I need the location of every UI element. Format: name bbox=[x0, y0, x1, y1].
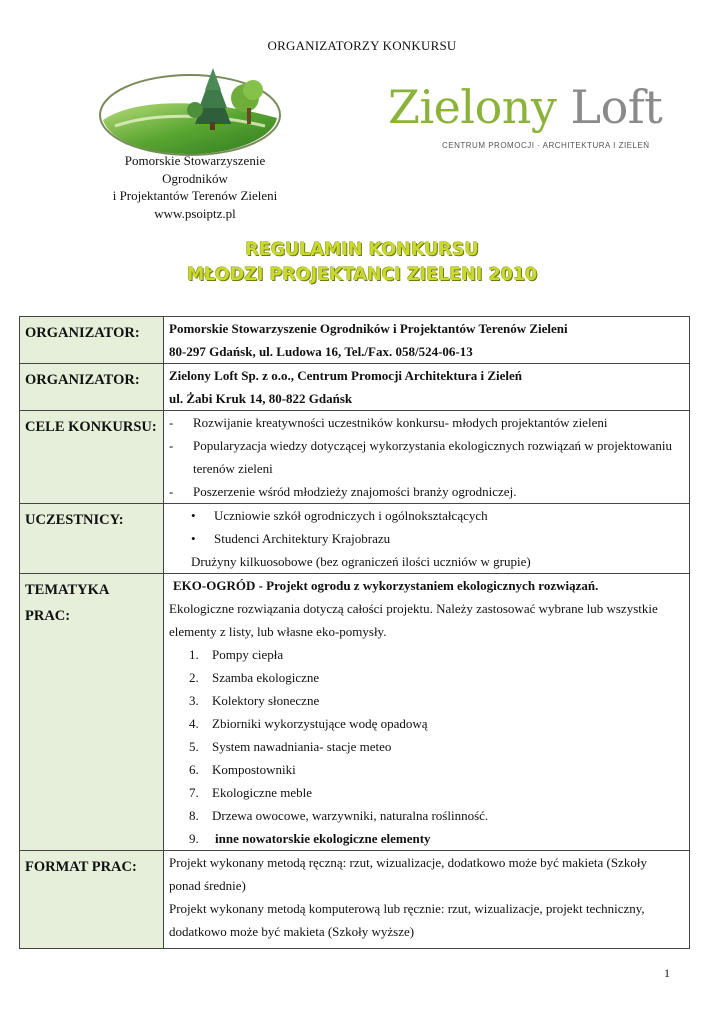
list-text: Szamba ekologiczne bbox=[212, 670, 320, 685]
numbered-list-item bbox=[169, 804, 683, 827]
org1-name: Pomorskie Stowarzyszenie Ogrodników i Projektantów Terenów Zieleni bbox=[169, 321, 568, 336]
zielony-loft-wordmark bbox=[388, 80, 662, 134]
list-text: System nawadniania- stacje meteo bbox=[212, 739, 392, 754]
list-text: Kolektory słoneczne bbox=[212, 693, 320, 708]
list-text: Ekologiczne meble bbox=[212, 785, 312, 800]
garden-oval-logo-icon bbox=[95, 68, 285, 158]
list-number: 6. bbox=[189, 762, 199, 777]
org-left-line1: Pomorskie Stowarzyszenie bbox=[124, 153, 266, 168]
list-item: - Poszerzenie wśród młodzieży znajomości branży ogrodniczej. bbox=[169, 484, 517, 499]
bullet-icon: • bbox=[191, 508, 196, 523]
list-number: 8. bbox=[189, 808, 199, 823]
row-label: ORGANIZATOR: bbox=[20, 364, 164, 411]
list-item: - Rozwijanie kreatywności uczestników konkursu- młodych projektantów zieleni bbox=[169, 415, 608, 430]
format-line: Projekt wykonany metodą ręczną: rzut, wizualizacje, dodatkowo może być makieta (Szkoły bbox=[169, 855, 647, 870]
participants-note: Drużyny kilkuosobowe (bez ograniczeń ilości uczniów w grupie) bbox=[191, 554, 531, 569]
psoiptz-logo bbox=[95, 68, 285, 158]
row-label: TEMATYKA PRAC: bbox=[20, 574, 164, 851]
list-item: - Popularyzacja wiedzy dotyczącej wykorzystania ekologicznych rozwiązań w projektowaniu bbox=[169, 438, 673, 453]
topic-intro-continued: elementy z listy, lub własne eko-pomysły. bbox=[169, 624, 387, 639]
org-left-line3: i Projektantów Terenów Zieleni bbox=[112, 188, 278, 203]
numbered-list-item bbox=[169, 781, 683, 804]
row-content bbox=[164, 574, 690, 851]
table-row-participants bbox=[20, 504, 690, 574]
zielony-loft-tagline: CENTRUM PROMOCJI · ARCHITEKTURA I ZIELEŃ bbox=[442, 141, 650, 150]
zielony-word: Zielony bbox=[388, 80, 557, 134]
list-number: 2. bbox=[189, 670, 199, 685]
numbered-list-item bbox=[169, 712, 683, 735]
document-header: ORGANIZATORZY KONKURSU bbox=[267, 38, 457, 53]
topic-intro: Ekologiczne rozwiązania dotyczą całości projektu. Należy zastosować wybrane lub wszystkie bbox=[169, 601, 658, 616]
list-item: • Uczniowie szkół ogrodniczych i ogólnokształcących bbox=[169, 504, 683, 527]
list-item: • Studenci Architektury Krajobrazu bbox=[169, 527, 683, 550]
list-number: 3. bbox=[189, 693, 199, 708]
format-line: dodatkowo może być makieta (Szkoły wyższe) bbox=[169, 924, 415, 939]
numbered-list-item bbox=[169, 827, 683, 850]
org2-address: ul. Żabi Kruk 14, 80-822 Gdańsk bbox=[169, 391, 353, 406]
row-label: ORGANIZATOR: bbox=[20, 317, 164, 364]
org-left-website: www.psoiptz.pl bbox=[154, 205, 236, 221]
list-text: Zbiorniki wykorzystujące wodę opadową bbox=[212, 716, 428, 731]
list-number: 4. bbox=[189, 716, 199, 731]
row-content bbox=[164, 411, 690, 504]
row-label: CELE KONKURSU: bbox=[20, 411, 164, 504]
org-left-line2: Ogrodników bbox=[162, 170, 228, 186]
table-row-organizer-1 bbox=[20, 317, 690, 364]
row-content bbox=[164, 504, 690, 574]
row-content bbox=[164, 851, 690, 949]
row-label: UCZESTNICY: bbox=[20, 504, 164, 574]
list-number: 9. bbox=[189, 831, 199, 846]
regulations-title bbox=[0, 238, 724, 288]
regulations-title-line1: REGULAMIN KONKURSU bbox=[245, 240, 479, 260]
bullet-icon: • bbox=[191, 531, 196, 546]
row-content bbox=[164, 317, 690, 364]
table-row-topic bbox=[20, 574, 690, 851]
rules-table bbox=[19, 316, 690, 949]
list-number: 1. bbox=[189, 647, 199, 662]
org1-address: 80-297 Gdańsk, ul. Ludowa 16, Tel./Fax. 058/524-06-13 bbox=[169, 344, 473, 359]
regulations-title-line2: MŁODZI PROJEKTANCI ZIELENI 2010 bbox=[186, 265, 538, 285]
list-number: 5. bbox=[189, 739, 199, 754]
list-text: Pompy ciepła bbox=[212, 647, 284, 662]
row-label: FORMAT PRAC: bbox=[20, 851, 164, 949]
numbered-list-item bbox=[169, 758, 683, 781]
org2-name: Zielony Loft Sp. z o.o., Centrum Promocji Architektura i Zieleń bbox=[169, 368, 523, 383]
format-line: ponad średnie) bbox=[169, 878, 246, 893]
row-content bbox=[164, 364, 690, 411]
table-row-format bbox=[20, 851, 690, 949]
organizer-left-address bbox=[95, 152, 295, 222]
topic-heading: EKO-OGRÓD - Projekt ogrodu z wykorzystaniem ekologicznych rozwiązań. bbox=[173, 578, 599, 593]
list-text: Drzewa owocowe, warzywniki, naturalna roślinność. bbox=[212, 808, 489, 823]
numbered-list-item bbox=[169, 666, 683, 689]
list-number: 7. bbox=[189, 785, 199, 800]
table-row-goals bbox=[20, 411, 690, 504]
numbered-list-item bbox=[169, 643, 683, 666]
list-item-continuation: terenów zieleni bbox=[193, 461, 273, 476]
loft-word: Loft bbox=[556, 80, 663, 134]
format-line: Projekt wykonany metodą komputerową lub ręcznie: rzut, wizualizacje, projekt techniczny, bbox=[169, 901, 645, 916]
page-number: 1 bbox=[664, 966, 670, 980]
list-text: inne nowatorskie ekologiczne elementy bbox=[215, 831, 431, 846]
topic-numbered-list bbox=[169, 643, 683, 850]
numbered-list-item bbox=[169, 735, 683, 758]
list-text: Kompostowniki bbox=[212, 762, 296, 777]
numbered-list-item bbox=[169, 689, 683, 712]
zielony-loft-logo bbox=[388, 80, 698, 158]
table-row-organizer-2 bbox=[20, 364, 690, 411]
